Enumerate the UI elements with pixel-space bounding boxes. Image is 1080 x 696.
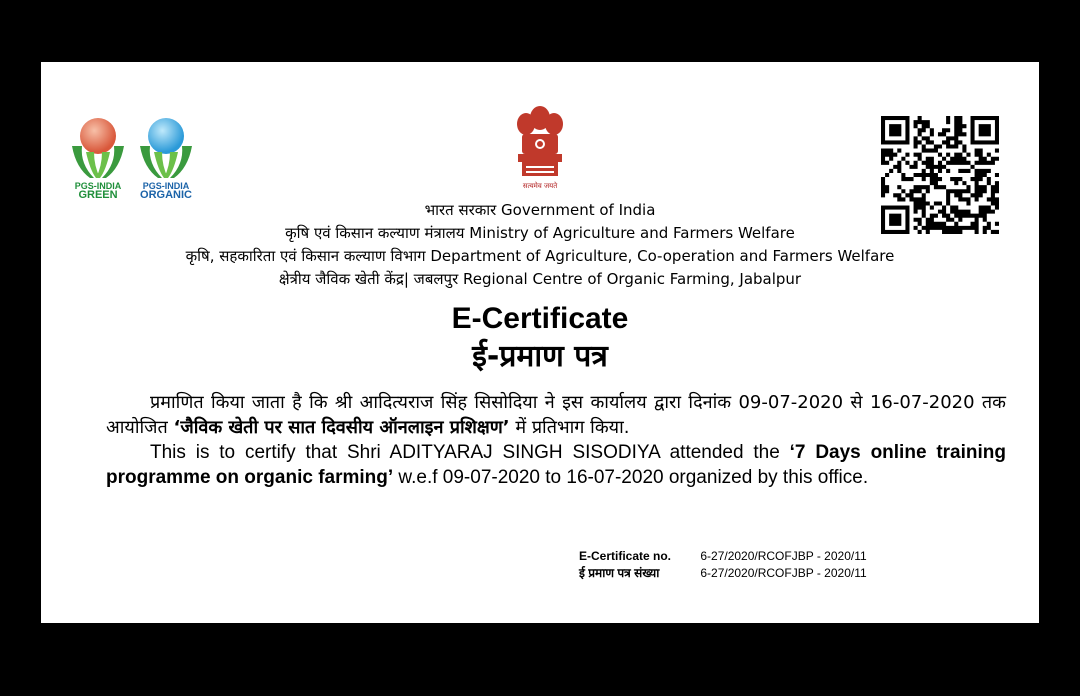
- state-emblem: [508, 100, 572, 192]
- body-hindi-course: ‘जैविक खेती पर सात दिवसीय ऑनलाइन प्रशिक्षण’: [173, 417, 510, 438]
- pgs-green-line1: PGS-INDIA: [74, 181, 122, 191]
- certificate-page: [41, 62, 1039, 623]
- certificate-number-label-en: E-Certificate no.: [579, 549, 672, 563]
- issuing-authority: [41, 199, 1039, 291]
- body-english: [106, 440, 1006, 490]
- lion-capital-emblem-icon: [508, 100, 572, 182]
- pgs-logos: [68, 116, 198, 206]
- body-english-course: ‘7 Days online training programme on organic farming’: [106, 442, 1007, 488]
- header-department: कृषि, सहकारिता एवं किसान कल्याण विभाग Department of Agriculture, Co-operation and Farmers Welfare: [185, 247, 895, 265]
- header-government: भारत सरकार Government of India: [424, 201, 656, 219]
- title-hindi: ई-प्रमाण पत्र: [472, 339, 608, 374]
- certificate-number-block: [579, 548, 909, 582]
- pgs-india-organic-logo: [136, 116, 196, 202]
- certificate-number-en: [579, 548, 909, 565]
- pgs-green-line2: GREEN: [78, 189, 118, 201]
- pgs-organic-line1: PGS-INDIA: [142, 181, 190, 191]
- certificate-number-hi: [579, 565, 909, 582]
- pgs-india-green-logo: [68, 116, 128, 202]
- body-hindi-post: में प्रतिभाग किया.: [509, 417, 630, 438]
- body-hindi: [106, 390, 1006, 440]
- body-english-pre: This is to certify that Shri ADITYARAJ SINGH SISODIYA attended the: [150, 442, 790, 463]
- pgs-organic-emblem-icon: [136, 116, 196, 182]
- certificate-number-label-hi: ई प्रमाण पत्र संख्या: [579, 566, 660, 580]
- certificate-body: [106, 390, 1006, 490]
- header-regional-centre: क्षेत्रीय जैविक खेती केंद्र| जबलपुर Regional Centre of Organic Farming, Jabalpur: [278, 270, 802, 288]
- pgs-green-emblem-icon: [68, 116, 128, 182]
- body-hindi-pre: प्रमाणित किया जाता है कि श्री आदित्यराज सिंह सिसोदिया ने इस कार्यालय द्वारा दिनांक 09-07-2020 से 16-07-2020 तक आयोजित: [106, 392, 1006, 438]
- certificate-number-value-en: 6-27/2020/RCOFJBP - 2020/11: [700, 549, 867, 563]
- body-english-post: w.e.f 09-07-2020 to 16-07-2020 organized by this office.: [393, 467, 869, 488]
- title-english: E-Certificate: [451, 302, 629, 335]
- certificate-number-value-hi: 6-27/2020/RCOFJBP - 2020/11: [700, 566, 867, 580]
- pgs-organic-line2: ORGANIC: [140, 189, 192, 201]
- emblem-motto: सत्यमेव जयते: [522, 182, 558, 190]
- header-ministry: कृषि एवं किसान कल्याण मंत्रालय Ministry of Agriculture and Farmers Welfare: [285, 224, 795, 242]
